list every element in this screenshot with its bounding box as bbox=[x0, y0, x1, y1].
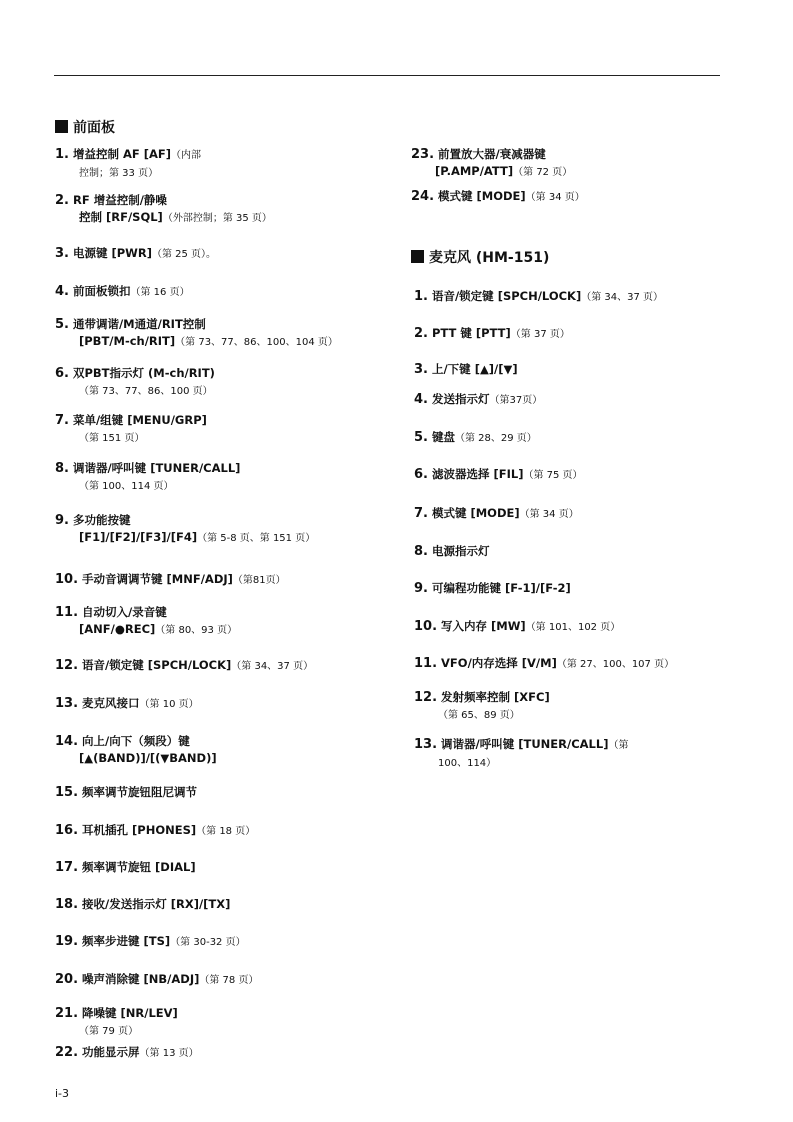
page-reference: （第37页） bbox=[489, 395, 543, 406]
item-number: 23. bbox=[411, 147, 435, 162]
item-label: 调谐器/呼叫键 [TUNER/CALL] bbox=[72, 461, 241, 475]
list-item bbox=[55, 1044, 199, 1062]
item-label: 功能显示屏 bbox=[82, 1045, 140, 1059]
list-item bbox=[55, 733, 217, 767]
item-label: RF 增益控制/静噪 bbox=[72, 193, 167, 207]
list-item bbox=[55, 859, 196, 876]
page-reference: （第 65、89 页） bbox=[438, 710, 520, 721]
page-reference: （内部 bbox=[171, 150, 202, 161]
item-number: 7. bbox=[55, 413, 69, 428]
page-reference: （第 37 页） bbox=[510, 329, 570, 340]
list-item bbox=[55, 1005, 178, 1040]
item-label-continued: [F1]/[F2]/[F3]/[F4] bbox=[79, 530, 198, 544]
item-number: 5. bbox=[55, 317, 69, 332]
list-item bbox=[411, 188, 585, 206]
item-number: 5. bbox=[414, 430, 428, 445]
list-item bbox=[55, 365, 215, 400]
page-reference: （第 34、37 页） bbox=[231, 661, 314, 672]
page-reference: （第 80、93 页） bbox=[155, 625, 238, 636]
item-number: 9. bbox=[414, 581, 428, 596]
item-label: 降噪键 [NR/LEV] bbox=[82, 1006, 178, 1020]
item-number: 2. bbox=[55, 193, 69, 208]
item-number: 9. bbox=[55, 513, 69, 528]
item-number: 4. bbox=[55, 284, 69, 299]
list-item bbox=[55, 192, 272, 227]
item-label: 滤波器选择 [FIL] bbox=[431, 467, 524, 481]
list-item bbox=[55, 412, 207, 447]
page-reference: （第 34 页） bbox=[519, 509, 579, 520]
item-number: 1. bbox=[414, 289, 428, 304]
list-item bbox=[55, 571, 286, 589]
list-item bbox=[55, 316, 338, 351]
list-item bbox=[55, 245, 216, 263]
page-reference: （第 10 页） bbox=[139, 699, 199, 710]
item-number: 2. bbox=[414, 326, 428, 341]
item-label: 语音/锁定键 [SPCH/LOCK] bbox=[431, 289, 582, 303]
list-item bbox=[414, 618, 620, 636]
page-number: i-3 bbox=[55, 1087, 70, 1100]
item-number: 15. bbox=[55, 785, 79, 800]
item-label: 噪声消除键 [NB/ADJ] bbox=[82, 972, 200, 986]
page-reference: （第 101、102 页） bbox=[525, 622, 621, 633]
item-number: 22. bbox=[55, 1045, 79, 1060]
item-number: 4. bbox=[414, 392, 428, 407]
item-label: 多功能按键 bbox=[72, 513, 131, 527]
item-label-continued: [ANF/●REC] bbox=[79, 622, 156, 636]
list-item bbox=[55, 146, 201, 182]
item-label: 频率步进键 [TS] bbox=[82, 934, 171, 948]
item-label-continued: 控制 [RF/SQL] bbox=[79, 210, 163, 224]
item-number: 12. bbox=[55, 658, 79, 673]
page-reference: （第 27、100、107 页） bbox=[556, 659, 675, 670]
item-label: 语音/锁定键 [SPCH/LOCK] bbox=[82, 658, 232, 672]
list-item bbox=[414, 736, 628, 772]
item-label: 麦克风接口 bbox=[82, 696, 140, 710]
page-reference: （第 79 页） bbox=[79, 1026, 139, 1037]
front-panel-heading: 前面板 bbox=[55, 117, 115, 137]
list-item bbox=[55, 657, 313, 675]
page-reference: 控制；第 33 页） bbox=[79, 168, 159, 179]
item-number: 11. bbox=[414, 656, 438, 671]
list-item bbox=[55, 971, 258, 989]
list-item bbox=[414, 325, 570, 343]
item-label: 前面板锁扣 bbox=[72, 284, 131, 298]
item-label: 可编程功能键 [F-1]/[F-2] bbox=[431, 581, 571, 595]
item-label: 发射频率控制 [XFC] bbox=[441, 690, 550, 704]
item-number: 20. bbox=[55, 972, 79, 987]
item-label: 菜单/组键 [MENU/GRP] bbox=[72, 413, 207, 427]
square-bullet-icon bbox=[411, 250, 424, 263]
item-label: 前置放大器/衰减器键 bbox=[438, 147, 546, 161]
list-item bbox=[411, 146, 572, 181]
item-number: 11. bbox=[55, 605, 79, 620]
item-label: 耳机插孔 [PHONES] bbox=[82, 823, 197, 837]
item-label-continued: [PBT/M-ch/RIT] bbox=[79, 334, 176, 348]
item-label: 电源指示灯 bbox=[431, 544, 490, 558]
page-reference: （第 25 页）。 bbox=[151, 249, 217, 260]
list-item bbox=[55, 784, 197, 801]
item-number: 13. bbox=[414, 737, 438, 752]
item-label: PTT 键 [PTT] bbox=[431, 326, 511, 340]
item-number: 16. bbox=[55, 823, 79, 838]
item-label: 向上/向下（频段）键 bbox=[82, 734, 190, 748]
page-reference: （第 28、29 页） bbox=[454, 433, 537, 444]
microphone-heading: 麦克风 (HM-151) bbox=[411, 247, 549, 267]
item-label: 双PBT指示灯 (M-ch/RIT) bbox=[72, 366, 215, 380]
item-label: 发送指示灯 bbox=[431, 392, 490, 406]
list-item bbox=[414, 361, 518, 378]
page-reference: （第 13 页） bbox=[139, 1048, 199, 1059]
item-number: 6. bbox=[55, 366, 69, 381]
item-number: 1. bbox=[55, 147, 69, 162]
item-number: 7. bbox=[414, 506, 428, 521]
list-item bbox=[414, 391, 542, 409]
item-label-continued: [▲(BAND)]/[(▼BAND)] bbox=[79, 751, 217, 765]
item-label: 上/下键 [▲]/[▼] bbox=[431, 362, 518, 376]
list-item bbox=[414, 429, 537, 447]
page-reference: （第 73、77、86、100、104 页） bbox=[175, 337, 338, 348]
item-label: 模式键 [MODE] bbox=[431, 506, 520, 520]
item-number: 18. bbox=[55, 897, 79, 912]
item-label: 键盘 bbox=[431, 430, 455, 444]
item-label: 模式键 [MODE] bbox=[438, 189, 526, 203]
page-reference: （第 bbox=[608, 740, 629, 751]
item-number: 21. bbox=[55, 1006, 79, 1021]
page-reference: （第 151 页） bbox=[79, 433, 145, 444]
list-item bbox=[414, 543, 489, 560]
item-number: 19. bbox=[55, 934, 79, 949]
page-reference: （第 78 页） bbox=[199, 975, 259, 986]
page-reference: （第 30-32 页） bbox=[170, 937, 246, 948]
item-label: 手动音调调节键 [MNF/ADJ] bbox=[82, 572, 233, 586]
list-item bbox=[414, 580, 571, 597]
page-reference: （第 75 页） bbox=[523, 470, 583, 481]
item-number: 17. bbox=[55, 860, 79, 875]
list-item bbox=[55, 933, 246, 951]
list-item bbox=[55, 460, 240, 495]
item-label: 通带调谐/M通道/RIT控制 bbox=[72, 317, 206, 331]
list-item bbox=[414, 655, 674, 673]
page-reference: （第 5-8 页、第 151 页） bbox=[197, 533, 316, 544]
list-item bbox=[55, 283, 190, 301]
item-label: 增益控制 AF [AF] bbox=[72, 147, 172, 161]
item-label: 电源键 [PWR] bbox=[72, 246, 152, 260]
item-label: VFO/内存选择 [V/M] bbox=[441, 656, 557, 670]
page-reference: （第 16 页） bbox=[130, 287, 190, 298]
list-item bbox=[414, 466, 583, 484]
page-reference: （外部控制；第 35 页） bbox=[162, 213, 272, 224]
page-reference: （第 18 页） bbox=[196, 826, 256, 837]
item-label: 写入内存 [MW] bbox=[441, 619, 526, 633]
item-number: 14. bbox=[55, 734, 79, 749]
item-number: 8. bbox=[55, 461, 69, 476]
square-bullet-icon bbox=[55, 120, 68, 133]
page-reference: （第 34 页） bbox=[525, 192, 585, 203]
item-label: 频率调节旋钮阻尼调节 bbox=[82, 785, 198, 799]
item-label: 调谐器/呼叫键 [TUNER/CALL] bbox=[441, 737, 609, 751]
page-reference: （第 72 页） bbox=[513, 167, 573, 178]
item-number: 3. bbox=[414, 362, 428, 377]
item-number: 8. bbox=[414, 544, 428, 559]
list-item bbox=[414, 689, 550, 724]
page-reference: 100、114） bbox=[438, 758, 497, 769]
page-reference: （第 73、77、86、100 页） bbox=[79, 386, 213, 397]
item-number: 10. bbox=[414, 619, 438, 634]
list-item bbox=[414, 288, 663, 306]
page-reference: （第 34、37 页） bbox=[581, 292, 664, 303]
item-label: 接收/发送指示灯 [RX]/[TX] bbox=[82, 897, 231, 911]
page-reference: （第 100、114 页） bbox=[79, 481, 174, 492]
list-item bbox=[414, 505, 579, 523]
item-number: 3. bbox=[55, 246, 69, 261]
list-item bbox=[55, 512, 315, 547]
item-number: 12. bbox=[414, 690, 438, 705]
item-number: 6. bbox=[414, 467, 428, 482]
item-label-continued: [P.AMP/ATT] bbox=[435, 164, 514, 178]
header-rule bbox=[54, 75, 720, 76]
list-item bbox=[55, 604, 237, 639]
item-number: 13. bbox=[55, 696, 79, 711]
item-number: 10. bbox=[55, 572, 79, 587]
item-number: 24. bbox=[411, 189, 435, 204]
list-item bbox=[55, 896, 230, 913]
page-reference: （第81页） bbox=[232, 575, 286, 586]
item-label: 自动切入/录音键 bbox=[82, 605, 167, 619]
list-item bbox=[55, 695, 199, 713]
item-label: 频率调节旋钮 [DIAL] bbox=[82, 860, 196, 874]
list-item bbox=[55, 822, 255, 840]
